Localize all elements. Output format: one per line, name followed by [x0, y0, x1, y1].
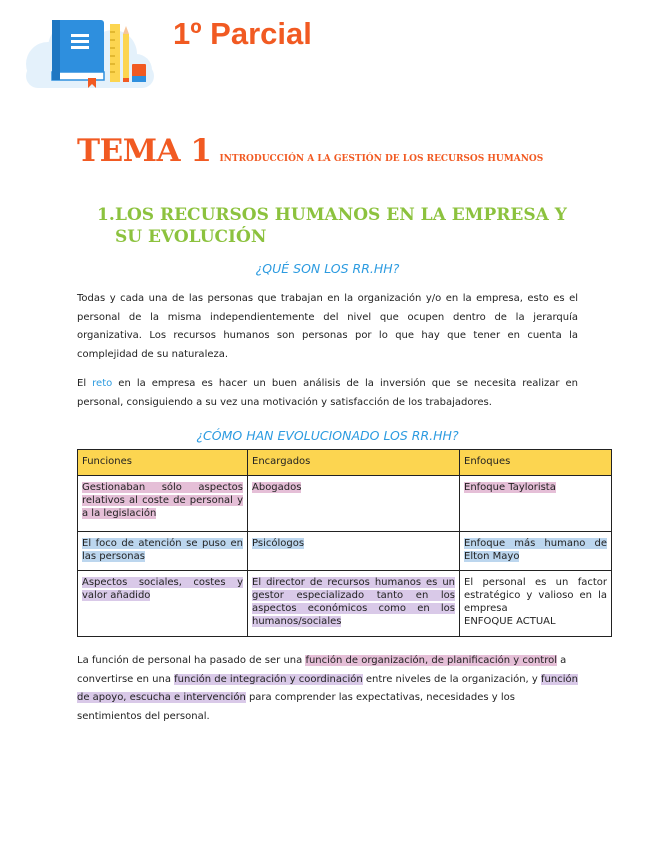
- keyword-reto: reto: [92, 378, 113, 389]
- tema-heading: [77, 133, 543, 169]
- cell-text: Abogados: [252, 482, 302, 493]
- table-cell: [248, 476, 460, 532]
- question-heading-2: ¿CÓMO HAN EVOLUCIONADO LOS RR.HH?: [196, 428, 459, 443]
- pencil: [123, 34, 129, 78]
- table-cell: [460, 571, 612, 637]
- cell-text: El personal es un factor estratégico y valioso en la empresa: [464, 577, 607, 614]
- page-title: 1º Parcial: [173, 16, 312, 51]
- cell-text: Enfoque Taylorista: [464, 482, 556, 493]
- paragraph-text: a convertirse en una: [77, 655, 567, 685]
- evolution-table: [77, 449, 612, 637]
- enfoque-actual-note: ENFOQUE ACTUAL: [464, 616, 556, 627]
- paragraph-reto: [77, 375, 578, 412]
- table-cell: [78, 571, 248, 637]
- cell-text: Enfoque más humano de Elton Mayo: [464, 538, 607, 562]
- highlight-integracion: función de integración y coordinación: [174, 673, 363, 685]
- cell-text: Gestionaban sólo aspectos relativos al coste de personal y a la legislación: [82, 482, 243, 519]
- book-ruler-pencil-icon: [18, 8, 158, 92]
- cell-text: El director de recursos humanos es un gestor especializado tanto en los aspectos económicos como en los humanos/sociales: [252, 577, 455, 627]
- paragraph-text: La función de personal ha pasado de ser una: [77, 655, 306, 666]
- paragraph-text: El: [77, 378, 93, 389]
- question-heading-1: ¿QUÉ SON LOS RR.HH?: [255, 261, 400, 276]
- table-cell: [78, 476, 248, 532]
- section-number: 1.: [97, 205, 115, 225]
- cell-text: El foco de atención se puso en las personas: [82, 538, 243, 562]
- table-cell: [460, 532, 612, 571]
- table-cell: [460, 476, 612, 532]
- table-cell: [248, 571, 460, 637]
- paragraph-text: para comprender las expectativas, necesidades y los sentimientos del personal.: [77, 692, 515, 722]
- ruler: [110, 24, 120, 82]
- table-row: [78, 532, 612, 571]
- paragraph-definition: Todas y cada una de las personas que trabajan en la organización y/o en la empresa, esto es el personal de la misma independientemente del nivel que ocupen dentro de la jerarquía organizativa. Los recursos humanos son personas por lo que hay que tener en cuenta la complejidad de su naturaleza.: [77, 293, 578, 360]
- section-title-line1: LOS RECURSOS HUMANOS EN LA EMPRESA Y: [115, 205, 567, 225]
- tema-subtitle: INTRODUCCIÓN A LA GESTIÓN DE LOS RECURSOS HUMANOS: [219, 154, 544, 164]
- table-row: [78, 476, 612, 532]
- tema-title: TEMA 1: [77, 133, 212, 169]
- cell-text: Aspectos sociales, costes y valor añadido: [82, 577, 243, 601]
- highlight-apoyo: función de apoyo, escucha e intervención: [77, 673, 578, 703]
- section-title-line2: SU EVOLUCIÓN: [115, 227, 267, 247]
- highlight-organizacion: función de organización, de planificación y control: [305, 655, 557, 666]
- paragraph-text: entre niveles de la organización, y: [362, 673, 542, 685]
- table-cell: [248, 532, 460, 571]
- table-row: [78, 571, 612, 637]
- cell-text: Psicólogos: [252, 538, 305, 549]
- paragraph-text: en la empresa es hacer un buen análisis de la inversión que se necesita realizar en personal, consiguiendo a su vez una motivación y satisfacción de los trabajadores.: [77, 378, 579, 408]
- header-funciones: Funciones: [78, 450, 248, 476]
- header-enfoques: Enfoques: [460, 450, 612, 476]
- section-heading: [97, 204, 567, 248]
- table-header-row: [78, 450, 612, 476]
- header-encargados: Encargados: [248, 450, 460, 476]
- table-cell: [78, 532, 248, 571]
- paragraph-funcion-personal: [77, 652, 578, 726]
